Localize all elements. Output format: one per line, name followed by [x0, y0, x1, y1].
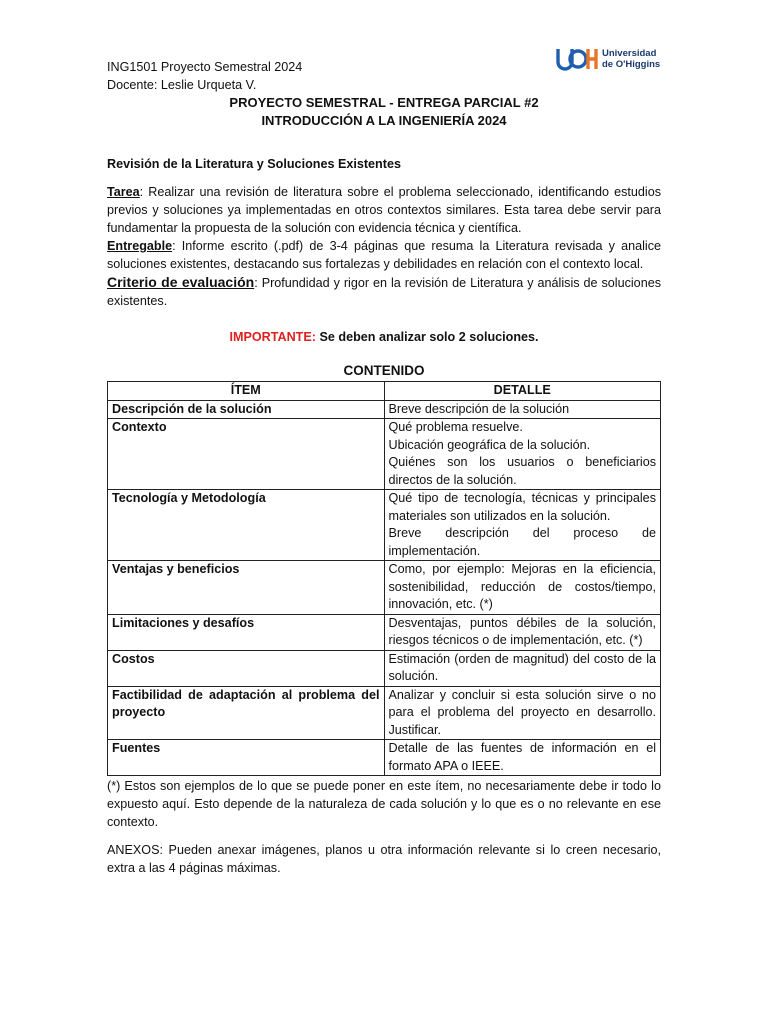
header-item: ÍTEM [108, 382, 385, 401]
detail-line: Breve descripción del proceso de implementación. [388, 526, 656, 558]
detail-line: Qué problema resuelve. [388, 420, 523, 434]
detail-line: Desventajas, puntos débiles de la solución, riesgos técnicos o de implementación, etc. (*) [388, 615, 656, 647]
important-text: Se deben analizar solo 2 soluciones. [315, 330, 539, 344]
detail-line: Breve descripción de la solución [388, 401, 570, 416]
tarea-text: : Realizar una revisión de literatura sobre el problema seleccionado, identificando estudios previos y soluciones ya implementadas en otros contextos similares. Esta tarea debe servir para fundamentar la propuesta de la solución con evidencia técnica y científica. [107, 185, 661, 235]
teacher-line: Docente: Leslie Urqueta V. [107, 78, 257, 92]
row-item: Descripción de la solución [108, 400, 385, 419]
table-row [108, 400, 661, 419]
contenido-title: CONTENIDO [343, 363, 425, 378]
row-detail [384, 400, 661, 419]
detail-line: Como, por ejemplo: Mejoras en la eficiencia, sostenibilidad, reducción de costos/tiempo, innovación, etc. (*) [388, 562, 656, 611]
detail-line: Quiénes son los usuarios o beneficiarios directos de la solución. [388, 455, 656, 487]
table-row [108, 686, 661, 740]
title-line-2: INTRODUCCIÓN A LA INGENIERÍA 2024 [261, 113, 507, 128]
entregable-label: Entregable [107, 239, 173, 253]
row-item: Factibilidad de adaptación al problema del proyecto [108, 686, 385, 740]
table-row [108, 614, 661, 650]
tarea-label: Tarea [107, 185, 140, 199]
row-detail [384, 614, 661, 650]
important-note [107, 328, 661, 346]
content-table [107, 381, 661, 776]
table-row [108, 650, 661, 686]
detail-line: Ubicación geográfica de la solución. [388, 437, 591, 452]
document-page [107, 58, 661, 877]
table-row [108, 740, 661, 776]
detail-line: Qué tipo de tecnología, técnicas y principales materiales son utilizados en la solución. [388, 491, 656, 523]
row-detail [384, 561, 661, 615]
title-line-1: PROYECTO SEMESTRAL - ENTREGA PARCIAL #2 [229, 95, 539, 110]
table-header-row [108, 382, 661, 401]
detail-line: Detalle de las fuentes de información en el formato APA o IEEE. [388, 741, 656, 773]
row-item: Tecnología y Metodología [108, 490, 385, 561]
tarea-paragraph [107, 183, 661, 237]
criterio-text: : Profundidad y rigor en la revisión de Literatura y análisis de soluciones existentes. [107, 276, 661, 308]
important-label: IMPORTANTE: [229, 330, 316, 344]
row-item: Fuentes [108, 740, 385, 776]
entregable-text: : Informe escrito (.pdf) de 3-4 páginas que resuma la Literatura revisada y analice soluciones existentes, destacando sus fortalezas y debilidades en relación con el contexto local. [107, 239, 661, 271]
detail-line: Estimación (orden de magnitud) del costo de la solución. [388, 651, 656, 683]
table-row [108, 490, 661, 561]
row-detail [384, 419, 661, 490]
table-row [108, 561, 661, 615]
section-title: Revisión de la Literatura y Soluciones Existentes [107, 157, 401, 171]
logo-line-2: de O'Higgins [602, 59, 661, 70]
anexos-paragraph: ANEXOS: Pueden anexar imágenes, planos u otra información relevante si lo creen necesario, extra a las 4 páginas máximas. [107, 843, 661, 875]
criterio-label: Criterio de evaluación [107, 274, 255, 290]
row-detail [384, 686, 661, 740]
row-item: Costos [108, 650, 385, 686]
row-item: Ventajas y beneficios [108, 561, 385, 615]
footnote: (*) Estos son ejemplos de lo que se puede poner en este ítem, no necesariamente debe ir todo lo expuesto aquí. Esto depende de la naturaleza de cada solución y lo que es o no relevante en ese contexto. [107, 779, 661, 829]
row-detail [384, 650, 661, 686]
logo-line-1: Universidad [602, 48, 657, 59]
row-detail [384, 490, 661, 561]
header-detail: DETALLE [384, 382, 661, 401]
table-row [108, 419, 661, 490]
row-detail [384, 740, 661, 776]
criterio-paragraph [107, 273, 661, 310]
course-line: ING1501 Proyecto Semestral 2024 [107, 60, 303, 74]
detail-line: Analizar y concluir si esta solución sirve o no para el problema del proyecto en desarrollo. Justificar. [388, 687, 656, 737]
row-item: Contexto [108, 419, 385, 490]
entregable-paragraph [107, 237, 661, 273]
row-item: Limitaciones y desafíos [108, 614, 385, 650]
